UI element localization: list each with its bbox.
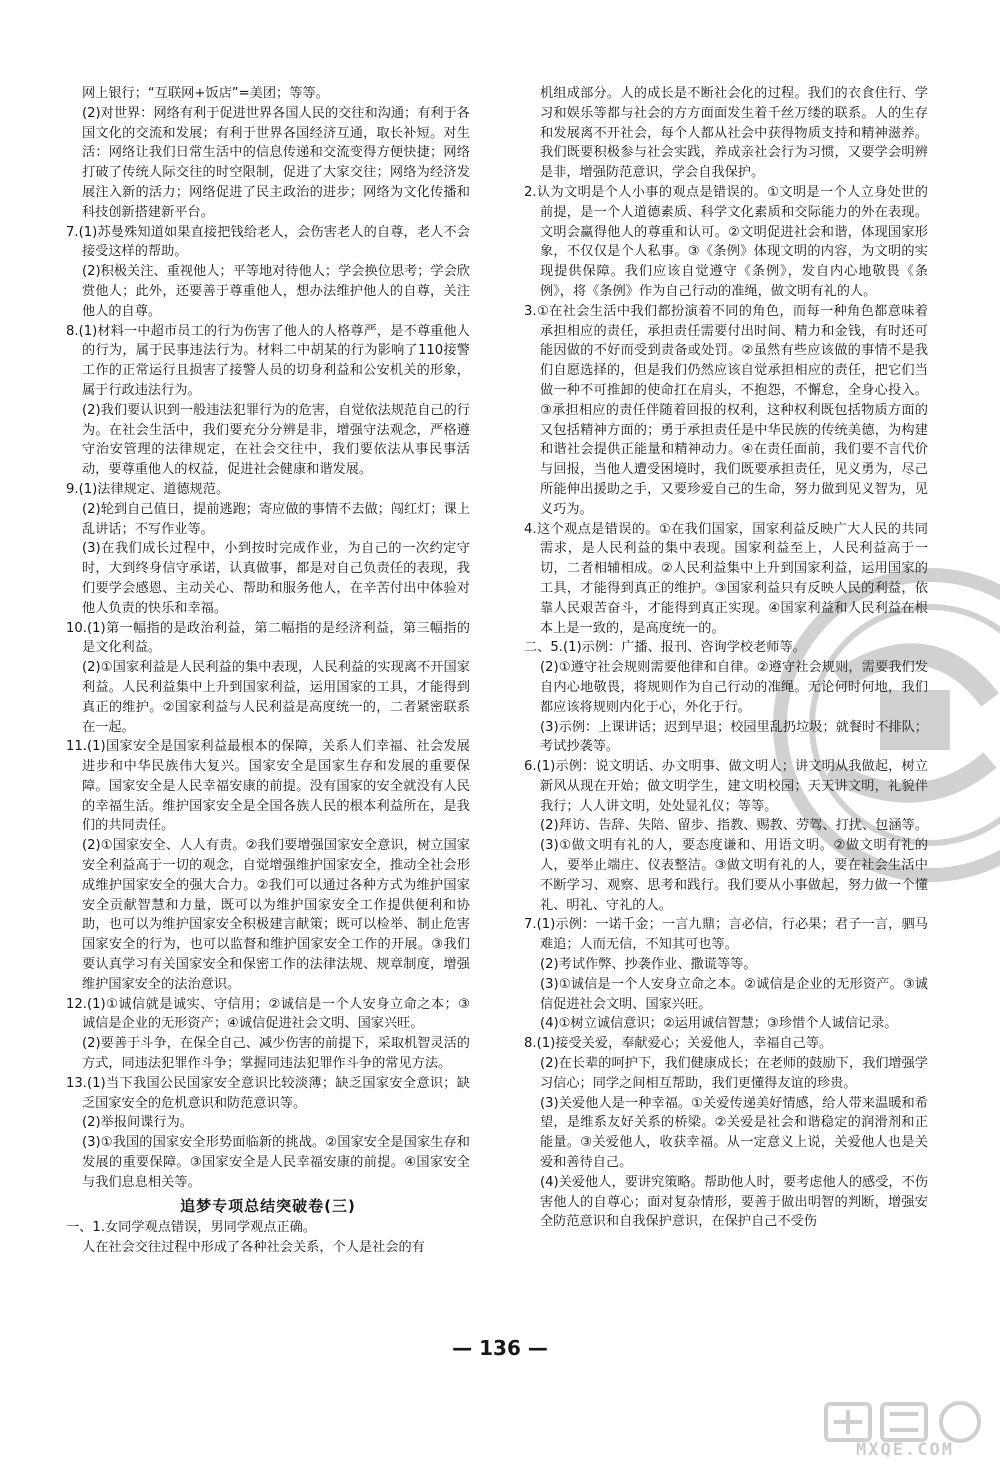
answer-paragraph: 8.(1)材料一中超市员工的行为伤害了他人的人格尊严，是不尊重他人的行为，属于民事违法行为。材料二中胡某的行为影响了110接警工作的正常运行且损害了接警人员的切身利益和公安机关的形象，属于行政违法行为。 xyxy=(66,323,470,398)
answer-paragraph: 4.这个观点是错误的。①在我们国家，国家利益反映广大人民的共同需求，是人民利益的集中表现。国家利益至上，人民利益高于一切，二者相辅相成。②人民利益集中上升到国家利益，运用国家的工具，才能得到真正的维护。③国家利益只有反映人民的利益，依靠人民艰苦奋斗，才能得到真正实现。④国家利益和人民利益在根本上是一致的，是高度统一的。 xyxy=(524,521,928,636)
answer-paragraph: 机组成部分。人的成长是不断社会化的过程。我们的衣食住行、学习和娱乐等都与社会的方方面面发生着千丝万缕的联系。人的生存和发展离不开社会，每个人都从社会中获得物质支持和精神滋养。我们既要积极参与社会实践，养成亲社会行为习惯，又要学会明辨是非，增强防范意识，学会自我保护。 xyxy=(540,86,928,181)
answer-paragraph: 3.①在社会生活中我们都扮演着不同的角色，而每一种角色都意味着承担相应的责任，承担责任需要付出时间、精力和金钱，有时还可能因做的不好而受到责备或处罚。②虽然有些应该做的事情不是我们自愿选择的，但是我们仍然应该自觉承担相应的责任，把它们当做一种不可推卸的使命扛在肩头，不抱怨，不懈怠，全身心投入。③承担相应的责任伴随着回报的权利，这种权利既包括物质方面的又包括精神方面的；勇于承担责任是中华民族的传统美德，为构建和谐社会提供正能量和精神动力。④在责任面前，我们要不言代价与回报，当他人遭受困境时，我们既要承担责任，见义勇为，尽己所能伸出援助之手，又要珍爱自己的生命，努力做到见义智为，见义巧为。 xyxy=(524,303,928,517)
answer-paragraph: (2)①国家安全、人人有责。②我们要增强国家安全意识，树立国家安全利益高于一切的观念，自觉增强维护国家安全，推动全社会形成维护国家安全的强大合力。②我们可以通过各种方式为维护国家安全贡献智慧和力量，既可以为维护国家安全工作提供便利和协助，也可以为维护国家安全积极建言献策；既可以检举、制止危害国家安全的行为，也可以监督和维护国家安全工作的开展。③我们要认真学习有关国家安全和保密工作的法律法规、规章制度，增强维护国家安全的法治意识。 xyxy=(82,838,470,992)
answer-paragraph: 9.(1)法律规定、道德规范。 xyxy=(66,481,230,497)
answer-paragraph: 12.(1)①诚信就是诚实、守信用；②诚信是一个人安身立命之本；③诚信是企业的无形资产；④诚信促进社会文明、国家兴旺。 xyxy=(66,996,470,1032)
page-number: — 136 — xyxy=(452,1336,548,1360)
answer-paragraph: 一、1.女同学观点错误，男同学观点正确。 xyxy=(66,1220,316,1236)
answer-paragraph: (3)①我国的国家安全形势面临新的挑战。②国家安全是国家生存和发展的重要保障。③国家安全是人民幸福安康的前提。④国家安全与我们息息相关等。 xyxy=(82,1135,470,1190)
watermark-domain: MXQE.COM xyxy=(856,1440,954,1460)
answer-paragraph: (2)积极关注、重视他人；平等地对待他人；学会换位思考；学会欣赏他人；此外，还要善于尊重他人，想办法维护他人的自尊，关注他人的自尊。 xyxy=(82,264,470,319)
answer-paragraph: (3)①诚信是一个人安身立命之本。②诚信是企业的无形资产。③诚信促进社会文明、国家兴旺。 xyxy=(540,976,928,1012)
answer-paragraph: (2)对世界：网络有利于促进世界各国人民的交往和沟通；有利于各国文化的交流和发展；有利于世界各国经济互通，取长补短。对生活：网络让我们日常生活中的信息传递和交流变得方便快捷；网络打破了传统人际交往的时空限制，促进了大家交往；网络为经济发展注入新的活力；网络促进了民主政治的进步；网络为文化传播和科技创新搭建新平台。 xyxy=(82,105,470,220)
answer-paragraph: (3)关爱他人是一种幸福。①关爱传递美好情感，给人带来温暖和希望，是维系友好关系的桥梁。②关爱是社会和谐稳定的润滑剂和正能量。③关爱他人，收获幸福。从一定意义上说，关爱他人也是关爱和善待自己。 xyxy=(540,1095,928,1171)
answer-paragraph: 13.(1)当下我国公民国家安全意识比较淡薄；缺乏国家安全意识；缺乏国家安全的危机意识和防范意识等。 xyxy=(66,1075,470,1111)
answer-paragraph: 8.(1)接受关爱，奉献爱心；关爱他人，幸福自己等。 xyxy=(524,1036,833,1052)
answer-paragraph: (2)轮到自己值日，提前逃跑；寄应做的事情不去做；闯红灯；课上乱讲话；不写作业等。 xyxy=(82,501,470,537)
answer-paragraph: (2)举报间谍行为。 xyxy=(82,1115,193,1131)
answer-paragraph: (2)我们要认识到一般违法犯罪行为的危害，自觉依法规范自己的行为。在社会生活中，我们要充分分辨是非，增强守法观念，严格遵守治安管理的法律规定，在社会交往中，我们要依法从事民事活动，要尊重他人的权益，促进社会健康和谐发展。 xyxy=(82,402,470,478)
answer-paragraph: 11.(1)国家安全是国家利益最根本的保障，关系人们幸福、社会发展进步和中华民族伟大复兴。国家安全是国家生存和发展的重要保障。国家安全是人民幸福安康的前提。没有国家的安全就没有人民的幸福生活。维护国家安全是全国各族人民的根本利益所在，是我们的共同责任。 xyxy=(66,739,470,834)
answer-paragraph: 网上银行；“互联网+饭店”=美团；等等。 xyxy=(82,86,329,101)
answer-paragraph: 7.(1)示例：一诺千金；一言九鼎；言必信，行必果；君子一言，驷马难追；人而无信，不知其可也等。 xyxy=(524,917,928,953)
answer-paragraph: (2)在长辈的呵护下，我们健康成长；在老师的鼓励下，我们增强学习信心；同学之间相互帮助，我们更懂得友谊的珍贵。 xyxy=(540,1056,928,1091)
answer-paragraph: 7.(1)苏曼殊知道如果直接把钱给老人，会伤害老人的自尊，老人不会接受这样的帮助。 xyxy=(66,224,470,260)
answer-paragraph: 人在社会交往过程中形成了各种社会关系，个人是社会的有 xyxy=(82,1240,425,1256)
answer-paragraph: (3)①做文明有礼的人，要态度谦和、用语文明。②做文明有礼的人，要举止端庄、仪表整洁。③做文明有礼的人，要在社会生活中不断学习、观察、思考和践行。我们要从小事做起，努力做一个懂礼、明礼、守礼的人。 xyxy=(540,838,928,913)
answer-paragraph: (3)示例：上课讲话；迟到早退；校园里乱扔垃圾；就餐时不排队；考试抄袭等。 xyxy=(540,719,928,755)
section-title: 追梦专项总结突破卷(三) xyxy=(180,1196,356,1215)
answer-paragraph: 二、5.(1)示例：广播、报刊、咨询学校老师等。 xyxy=(524,640,806,656)
watermark-logo-icon xyxy=(820,1400,990,1444)
answer-paragraph: (3)在我们成长过程中，小到按时完成作业，为自己的一次约定守时，大到终身信守承诺，认真做事，都是对自己负责任的表现，我们要学会感恩、主动关心、帮助和服务他人，在辛苦付出中体验对他人负责的快乐和幸福。 xyxy=(82,541,470,616)
right-column xyxy=(524,84,928,1232)
answer-paragraph: (2)拜访、告辞、失陪、留步、指教、赐教、劳驾、打扰、包涵等。 xyxy=(540,818,928,834)
answer-paragraph: 10.(1)第一幅指的是政治利益，第二幅指的是经济利益，第三幅指的是文化利益。 xyxy=(66,620,470,656)
answer-paragraph: (4)①树立诚信意识；②运用诚信智慧；③珍惜个人诚信记录。 xyxy=(540,1016,898,1032)
answer-paragraph: (4)关爱他人，要讲究策略。帮助他人时，要考虑他人的感受，不伤害他人的自尊心；面对复杂情形，要善于做出明智的判断，增强安全防范意识和自我保护意识，在保护自己不受伤 xyxy=(540,1174,928,1230)
left-column xyxy=(66,84,470,1258)
answer-paragraph: (2)①国家利益是人民利益的集中表现，人民利益的实现离不开国家利益。人民利益集中上升到国家利益，运用国家的工具，才能得到真正的维护。②国家利益与人民利益是高度统一的，二者紧密联系在一起。 xyxy=(82,660,470,735)
answer-paragraph: 2.认为文明是个人小事的观点是错误的。①文明是一个人立身处世的前提，是一个人道德素质、科学文化素质和交际能力的外在表现。文明会赢得他人的尊重和认可。②文明促进社会和谐，体现国家形象，不仅仅是个人私事。③《条例》体现文明的内容，为文明的实现提供保障。我们应该自觉遵守《条例》，发自内心地敬畏《条例》，将《条例》作为自己行动的准绳，做文明有礼的人。 xyxy=(524,184,928,299)
answer-paragraph: (2)①遵守社会规则需要他律和自律。②遵守社会规则，需要我们发自内心地敬畏，将规则作为自己行动的准绳。无论何时何地，我们都应该将规则内化于心，外化于行。 xyxy=(540,660,928,715)
answer-paragraph: (2)考试作弊、抄袭作业、撒谎等等。 xyxy=(540,957,757,973)
answer-paragraph: 6.(1)示例：说文明话、办文明事、做文明人；讲文明从我做起，树立新风从现在开始；做文明学生，建文明校园；天天讲文明，礼貌伴我行；人人讲文明，处处显礼仪；等等。 xyxy=(524,759,928,814)
answer-paragraph: (2)要善于斗争，在保全自己、减少伤害的前提下，采取机智灵活的方式，同违法犯罪作斗争；掌握同违法犯罪作斗争的常见方法。 xyxy=(82,1036,470,1072)
watermark-logo xyxy=(820,1400,990,1466)
